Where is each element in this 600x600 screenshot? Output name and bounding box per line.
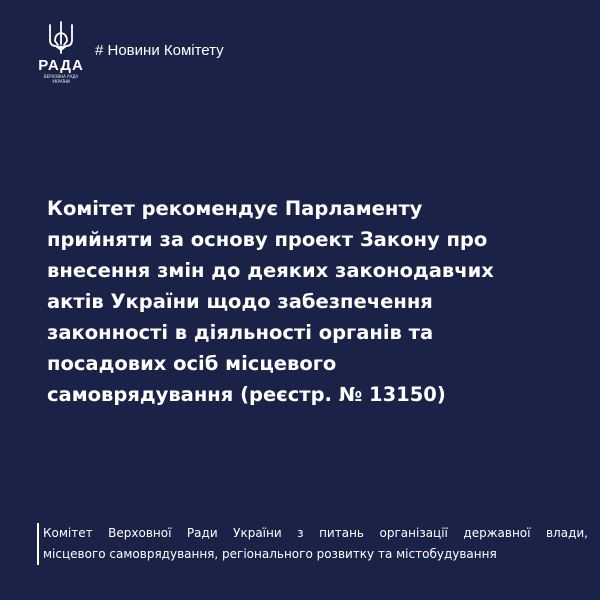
footer-line-1: Комітет Верховної Ради України з питань організації державної влади, (43, 526, 588, 540)
news-category-tag: # Новини Комітету (95, 42, 224, 59)
news-headline: Комітет рекомендує Парламенту прийняти за основу проект Закону про внесення змін до деяких законодавчих актів України щодо забезпечення законності в діяльності органів та посадових осіб місцевого самоврядування (реєстр. № 13150) (47, 197, 494, 406)
committee-footer (37, 523, 588, 565)
footer-line-2: місцевого самоврядування, регіонального розвитку та містобудування (43, 547, 497, 561)
logo-subtitle: ВЕРХОВНА РАДА УКРАЇНИ (43, 74, 79, 84)
logo-wordmark: РАДА (38, 57, 84, 74)
rada-logo (36, 20, 86, 90)
trident-icon (46, 20, 76, 54)
